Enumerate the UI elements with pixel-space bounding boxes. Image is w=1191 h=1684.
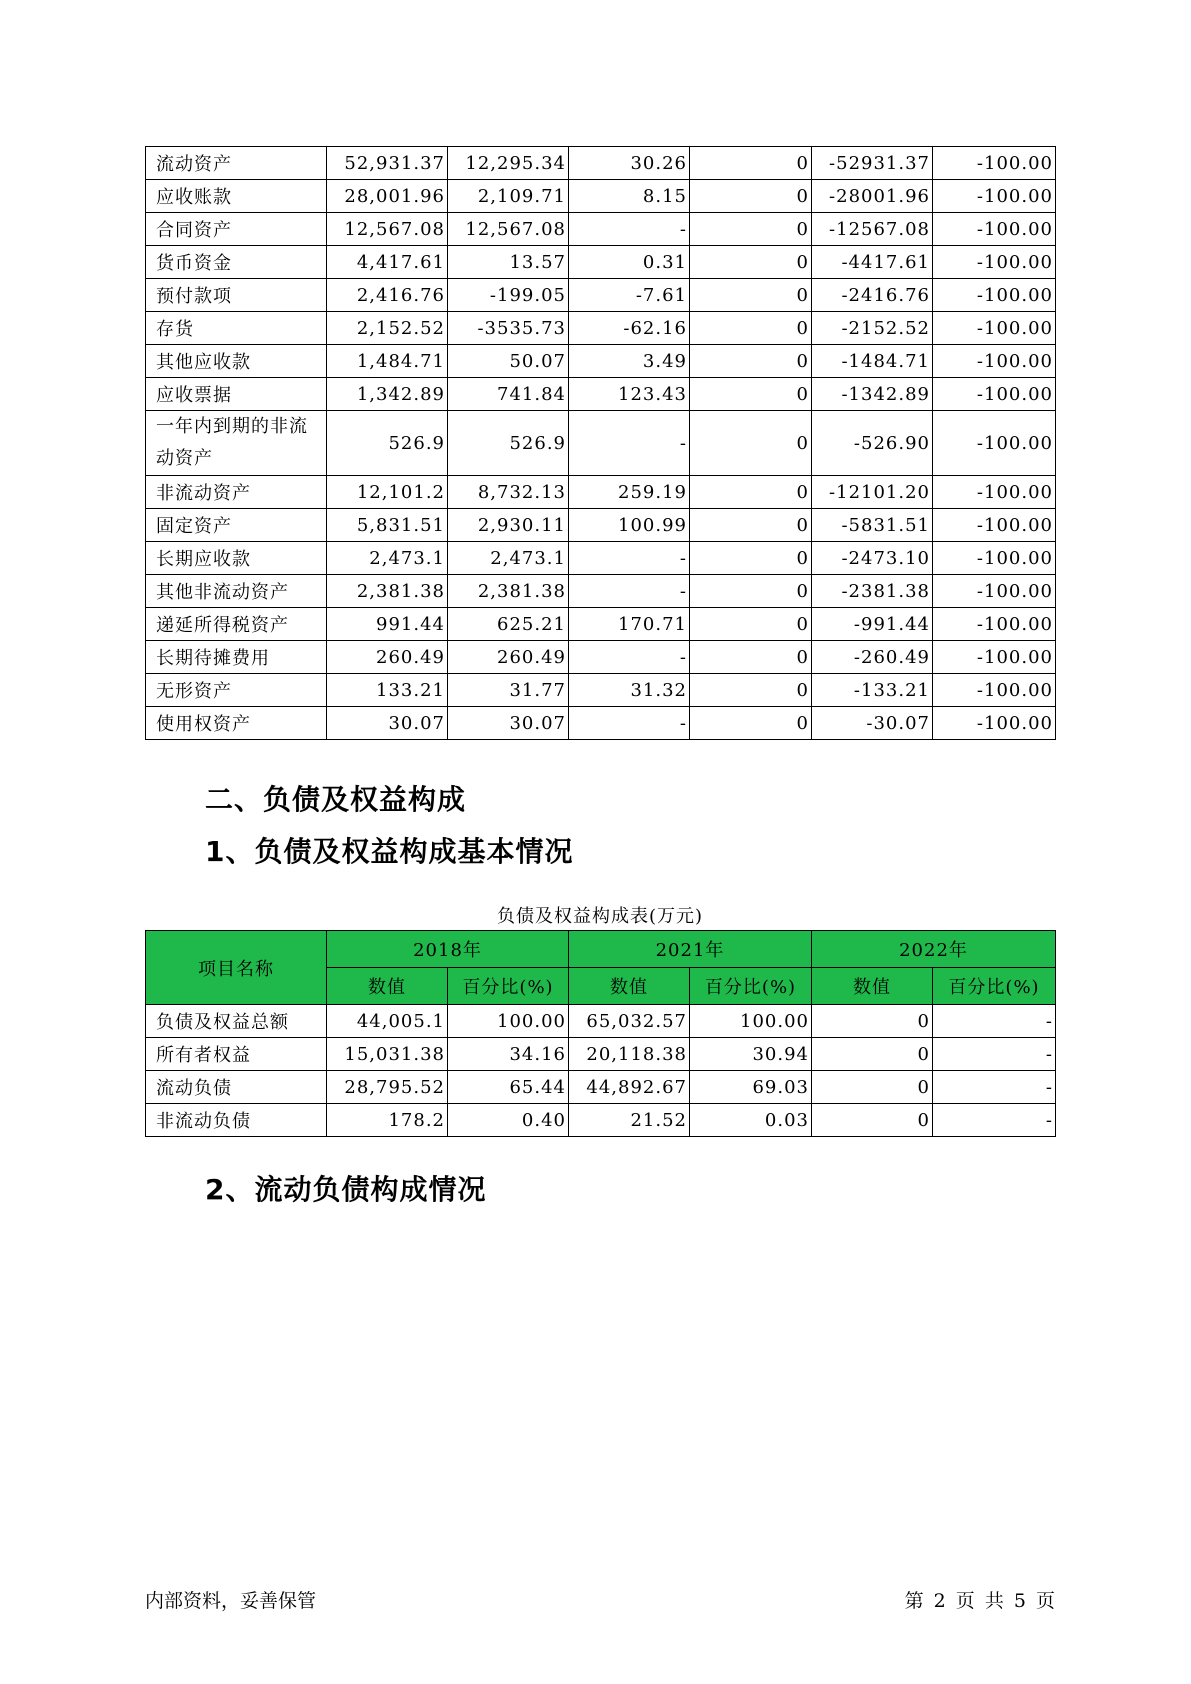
cell: 12,101.2: [327, 476, 448, 509]
cell: 1,342.89: [327, 378, 448, 411]
cell: 31.77: [448, 674, 569, 707]
table-row: [146, 213, 1056, 246]
cell: 2,152.52: [327, 312, 448, 345]
cell: 30.94: [690, 1038, 812, 1071]
cell: -12101.20: [812, 476, 933, 509]
cell: -100.00: [933, 147, 1056, 180]
row-name: 使用权资产: [146, 707, 327, 740]
cell: 2,109.71: [448, 180, 569, 213]
cell: 0: [690, 279, 812, 312]
row-name: 应收账款: [146, 180, 327, 213]
cell: 34.16: [448, 1038, 569, 1071]
cell: 0: [690, 674, 812, 707]
cell: 30.07: [327, 707, 448, 740]
table-row: [146, 608, 1056, 641]
table-row: [146, 180, 1056, 213]
header-value: 数值: [812, 968, 933, 1005]
cell: 52,931.37: [327, 147, 448, 180]
cell: -62.16: [569, 312, 690, 345]
cell: -: [933, 1104, 1056, 1137]
cell: -100.00: [933, 674, 1056, 707]
cell: -30.07: [812, 707, 933, 740]
header-value: 数值: [569, 968, 690, 1005]
table-row: [146, 1104, 1056, 1137]
header-percent: 百分比(%): [448, 968, 569, 1005]
subsection-heading-1: 1、负债及权益构成基本情况: [205, 835, 574, 868]
cell: 5,831.51: [327, 509, 448, 542]
cell: 123.43: [569, 378, 690, 411]
table-row: [146, 147, 1056, 180]
table-header: [146, 931, 1056, 1005]
cell: -100.00: [933, 608, 1056, 641]
cell: 0: [690, 378, 812, 411]
cell: 0: [690, 312, 812, 345]
table-row: [146, 411, 1056, 476]
cell: 30.07: [448, 707, 569, 740]
table-row: [146, 279, 1056, 312]
row-name: 其他应收款: [146, 345, 327, 378]
table-row: [146, 509, 1056, 542]
cell: -100.00: [933, 509, 1056, 542]
table-row: [146, 1038, 1056, 1071]
cell: -: [569, 213, 690, 246]
cell: 44,005.1: [327, 1005, 448, 1038]
row-name: 负债及权益总额: [146, 1005, 327, 1038]
cell: -: [933, 1071, 1056, 1104]
cell: 20,118.38: [569, 1038, 690, 1071]
cell: -100.00: [933, 312, 1056, 345]
cell: 65.44: [448, 1071, 569, 1104]
cell: -100.00: [933, 641, 1056, 674]
table-row: [146, 542, 1056, 575]
cell: 0: [690, 542, 812, 575]
cell: -100.00: [933, 378, 1056, 411]
cell: -1484.71: [812, 345, 933, 378]
cell: 0: [690, 147, 812, 180]
footer-page-number: 第 2 页 共 5 页: [904, 1590, 1055, 1612]
cell: -100.00: [933, 707, 1056, 740]
cell: 2,381.38: [448, 575, 569, 608]
cell: 0: [812, 1104, 933, 1137]
row-name: 一年内到期的非流动资产: [146, 411, 327, 476]
cell: 21.52: [569, 1104, 690, 1137]
row-name: 应收票据: [146, 378, 327, 411]
table-row: [146, 1005, 1056, 1038]
subsection-heading-2: 2、流动负债构成情况: [205, 1173, 487, 1206]
header-value: 数值: [327, 968, 448, 1005]
cell: -199.05: [448, 279, 569, 312]
cell: 170.71: [569, 608, 690, 641]
cell: 0: [690, 476, 812, 509]
table-row: [146, 476, 1056, 509]
cell: 100.00: [448, 1005, 569, 1038]
header-year-2018: 2018年: [327, 931, 569, 968]
row-name: 固定资产: [146, 509, 327, 542]
cell: 2,416.76: [327, 279, 448, 312]
table-row: [146, 575, 1056, 608]
cell: -100.00: [933, 180, 1056, 213]
cell: 0: [690, 213, 812, 246]
cell: 4,417.61: [327, 246, 448, 279]
row-name: 递延所得税资产: [146, 608, 327, 641]
cell: 0: [690, 345, 812, 378]
cell: 8,732.13: [448, 476, 569, 509]
cell: 44,892.67: [569, 1071, 690, 1104]
cell: 2,473.1: [327, 542, 448, 575]
row-name: 货币资金: [146, 246, 327, 279]
cell: 0.31: [569, 246, 690, 279]
cell: 0: [690, 707, 812, 740]
cell: 0: [812, 1038, 933, 1071]
cell: -12567.08: [812, 213, 933, 246]
table-row: [146, 641, 1056, 674]
header-item-name: 项目名称: [146, 931, 327, 1005]
row-name: 流动资产: [146, 147, 327, 180]
row-name: 合同资产: [146, 213, 327, 246]
cell: -3535.73: [448, 312, 569, 345]
cell: 65,032.57: [569, 1005, 690, 1038]
header-percent: 百分比(%): [690, 968, 812, 1005]
cell: 12,295.34: [448, 147, 569, 180]
cell: 0: [812, 1005, 933, 1038]
cell: 2,381.38: [327, 575, 448, 608]
cell: -4417.61: [812, 246, 933, 279]
cell: -2416.76: [812, 279, 933, 312]
cell: 69.03: [690, 1071, 812, 1104]
cell: -7.61: [569, 279, 690, 312]
cell: -526.90: [812, 411, 933, 476]
row-name: 长期应收款: [146, 542, 327, 575]
row-name: 预付款项: [146, 279, 327, 312]
cell: -: [569, 707, 690, 740]
cell: 741.84: [448, 378, 569, 411]
table-row: [146, 345, 1056, 378]
cell: -5831.51: [812, 509, 933, 542]
header-year-2022: 2022年: [812, 931, 1056, 968]
cell: 526.9: [448, 411, 569, 476]
cell: -100.00: [933, 575, 1056, 608]
cell: 15,031.38: [327, 1038, 448, 1071]
table-row: [146, 674, 1056, 707]
cell: -100.00: [933, 411, 1056, 476]
cell: 0: [690, 575, 812, 608]
cell: -260.49: [812, 641, 933, 674]
cell: -: [933, 1038, 1056, 1071]
asset-table: [145, 146, 1056, 740]
cell: 260.49: [327, 641, 448, 674]
cell: 0.03: [690, 1104, 812, 1137]
table-row: [146, 246, 1056, 279]
cell: 8.15: [569, 180, 690, 213]
cell: -100.00: [933, 345, 1056, 378]
cell: 991.44: [327, 608, 448, 641]
cell: 0: [690, 246, 812, 279]
header-year-2021: 2021年: [569, 931, 812, 968]
cell: 13.57: [448, 246, 569, 279]
row-name: 所有者权益: [146, 1038, 327, 1071]
cell: -52931.37: [812, 147, 933, 180]
table-row: [146, 1071, 1056, 1104]
cell: 0: [690, 509, 812, 542]
cell: 0: [690, 411, 812, 476]
cell: 260.49: [448, 641, 569, 674]
cell: 0: [690, 180, 812, 213]
cell: 50.07: [448, 345, 569, 378]
cell: -: [569, 575, 690, 608]
cell: 0: [812, 1071, 933, 1104]
cell: -28001.96: [812, 180, 933, 213]
cell: 3.49: [569, 345, 690, 378]
row-name: 无形资产: [146, 674, 327, 707]
cell: 31.32: [569, 674, 690, 707]
header-percent: 百分比(%): [933, 968, 1056, 1005]
cell: 0.40: [448, 1104, 569, 1137]
cell: 28,001.96: [327, 180, 448, 213]
row-name: 流动负债: [146, 1071, 327, 1104]
cell: -100.00: [933, 476, 1056, 509]
row-name: 非流动资产: [146, 476, 327, 509]
cell: -: [569, 542, 690, 575]
cell: -2152.52: [812, 312, 933, 345]
cell: 30.26: [569, 147, 690, 180]
cell: -2473.10: [812, 542, 933, 575]
cell: 2,930.11: [448, 509, 569, 542]
cell: 100.00: [690, 1005, 812, 1038]
cell: -: [569, 411, 690, 476]
row-name: 长期待摊费用: [146, 641, 327, 674]
liability-table-body: [146, 1005, 1056, 1137]
section-heading: 二、负债及权益构成: [205, 783, 467, 816]
cell: 100.99: [569, 509, 690, 542]
cell: 526.9: [327, 411, 448, 476]
cell: -: [569, 641, 690, 674]
cell: -2381.38: [812, 575, 933, 608]
cell: 133.21: [327, 674, 448, 707]
cell: -991.44: [812, 608, 933, 641]
cell: -100.00: [933, 279, 1056, 312]
liability-equity-table: [145, 930, 1056, 1137]
cell: -1342.89: [812, 378, 933, 411]
cell: 12,567.08: [448, 213, 569, 246]
cell: 1,484.71: [327, 345, 448, 378]
table-row: [146, 707, 1056, 740]
cell: 12,567.08: [327, 213, 448, 246]
asset-table-body: [146, 147, 1056, 740]
row-name: 非流动负债: [146, 1104, 327, 1137]
row-name: 存货: [146, 312, 327, 345]
cell: 0: [690, 608, 812, 641]
table-caption: 负债及权益构成表(万元): [496, 906, 704, 927]
cell: 178.2: [327, 1104, 448, 1137]
table-row: [146, 312, 1056, 345]
cell: -: [933, 1005, 1056, 1038]
cell: 259.19: [569, 476, 690, 509]
cell: 625.21: [448, 608, 569, 641]
table-row: [146, 378, 1056, 411]
cell: -100.00: [933, 246, 1056, 279]
cell: 0: [690, 641, 812, 674]
cell: 2,473.1: [448, 542, 569, 575]
cell: -100.00: [933, 542, 1056, 575]
cell: 28,795.52: [327, 1071, 448, 1104]
footer-confidential-note: 内部资料，妥善保管: [145, 1590, 317, 1612]
cell: -100.00: [933, 213, 1056, 246]
row-name: 其他非流动资产: [146, 575, 327, 608]
cell: -133.21: [812, 674, 933, 707]
